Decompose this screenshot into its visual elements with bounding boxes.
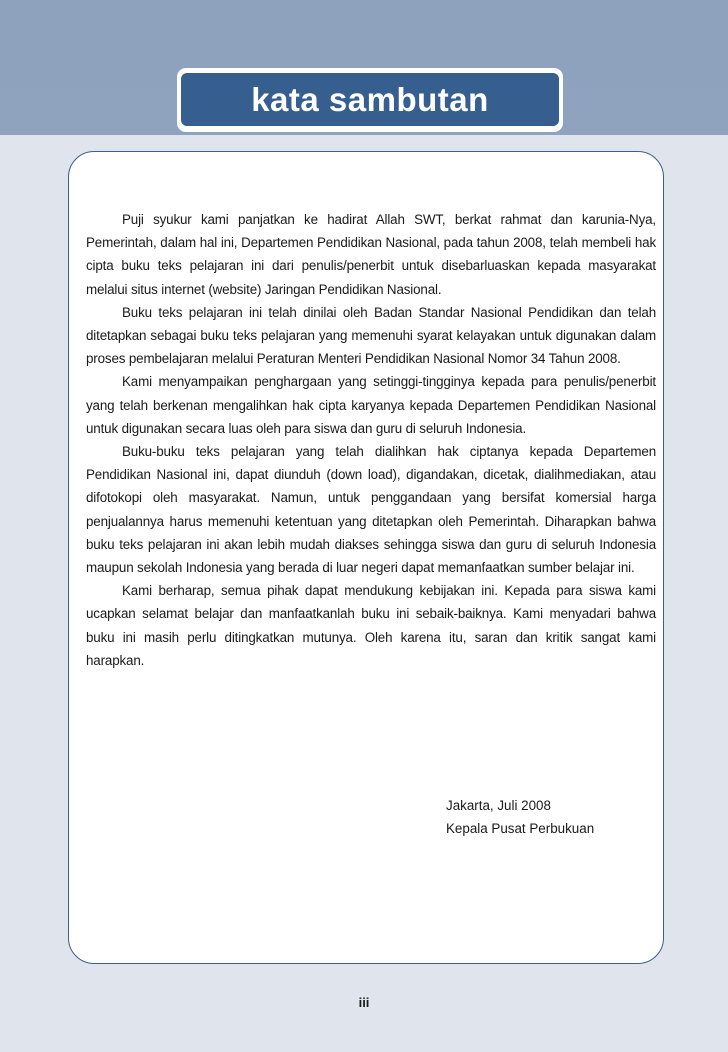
paragraph-5: Kami berharap, semua pihak dapat mendukung kebijakan ini. Kepada para siswa kami ucapkan selamat belajar dan manfaatkanlah buku ini sebaik-baiknya. Kami menyadari bahwa buku ini masih perlu ditingkatkan mutunya. Oleh karena itu, saran dan kritik sangat kami harapkan. bbox=[86, 583, 656, 668]
body-text bbox=[86, 208, 656, 672]
signature-signer: Kepala Pusat Perbukuan bbox=[446, 821, 595, 836]
page-title: kata sambutan bbox=[251, 80, 489, 118]
paragraph-4: Buku-buku teks pelajaran yang telah dialihkan hak ciptanya kepada Departemen Pendidikan Nasional ini, dapat diunduh (down load), digandakan, dicetak, dialihmediakan, atau difotokopi oleh masyarakat. Namun, untuk penggandaan yang bersifat komersial harga penjualannya harus memenuhi ketentuan yang ditetapkan oleh Pemerintah. Diharapkan bahwa buku teks pelajaran ini akan lebih mudah diakses sehingga siswa dan guru di seluruh Indonesia maupun sekolah Indonesia yang berada di luar negeri dapat memanfaatkan sumber belajar ini. bbox=[86, 444, 656, 576]
title-box bbox=[181, 73, 559, 126]
paragraph-1: Puji syukur kami panjatkan ke hadirat Allah SWT, berkat rahmat dan karunia-Nya, Pemerintah, dalam hal ini, Departemen Pendidikan Nasional, pada tahun 2008, telah membeli hak cipta buku teks pelajaran ini dari penulis/penerbit untuk disebarluaskan kepada masyarakat melalui situs internet (website) Jaringan Pendidikan Nasional. bbox=[86, 212, 656, 297]
paragraph-3: Kami menyampaikan penghargaan yang setinggi-tingginya kepada para penulis/penerbit yang telah berkenan mengalihkan hak cipta karyanya kepada Departemen Pendidikan Nasional untuk digunakan secara luas oleh para siswa dan guru di seluruh Indonesia. bbox=[86, 374, 656, 436]
signature-block bbox=[446, 794, 594, 840]
signature-place-date: Jakarta, Juli 2008 bbox=[446, 798, 551, 813]
paragraph-2: Buku teks pelajaran ini telah dinilai oleh Badan Standar Nasional Pendidikan dan telah ditetapkan sebagai buku teks pelajaran yang memenuhi syarat kelayakan untuk digunakan dalam proses pembelajaran melalui Peraturan Menteri Pendidikan Nasional Nomor 34 Tahun 2008. bbox=[86, 304, 656, 367]
page-number: iii bbox=[358, 995, 370, 1010]
